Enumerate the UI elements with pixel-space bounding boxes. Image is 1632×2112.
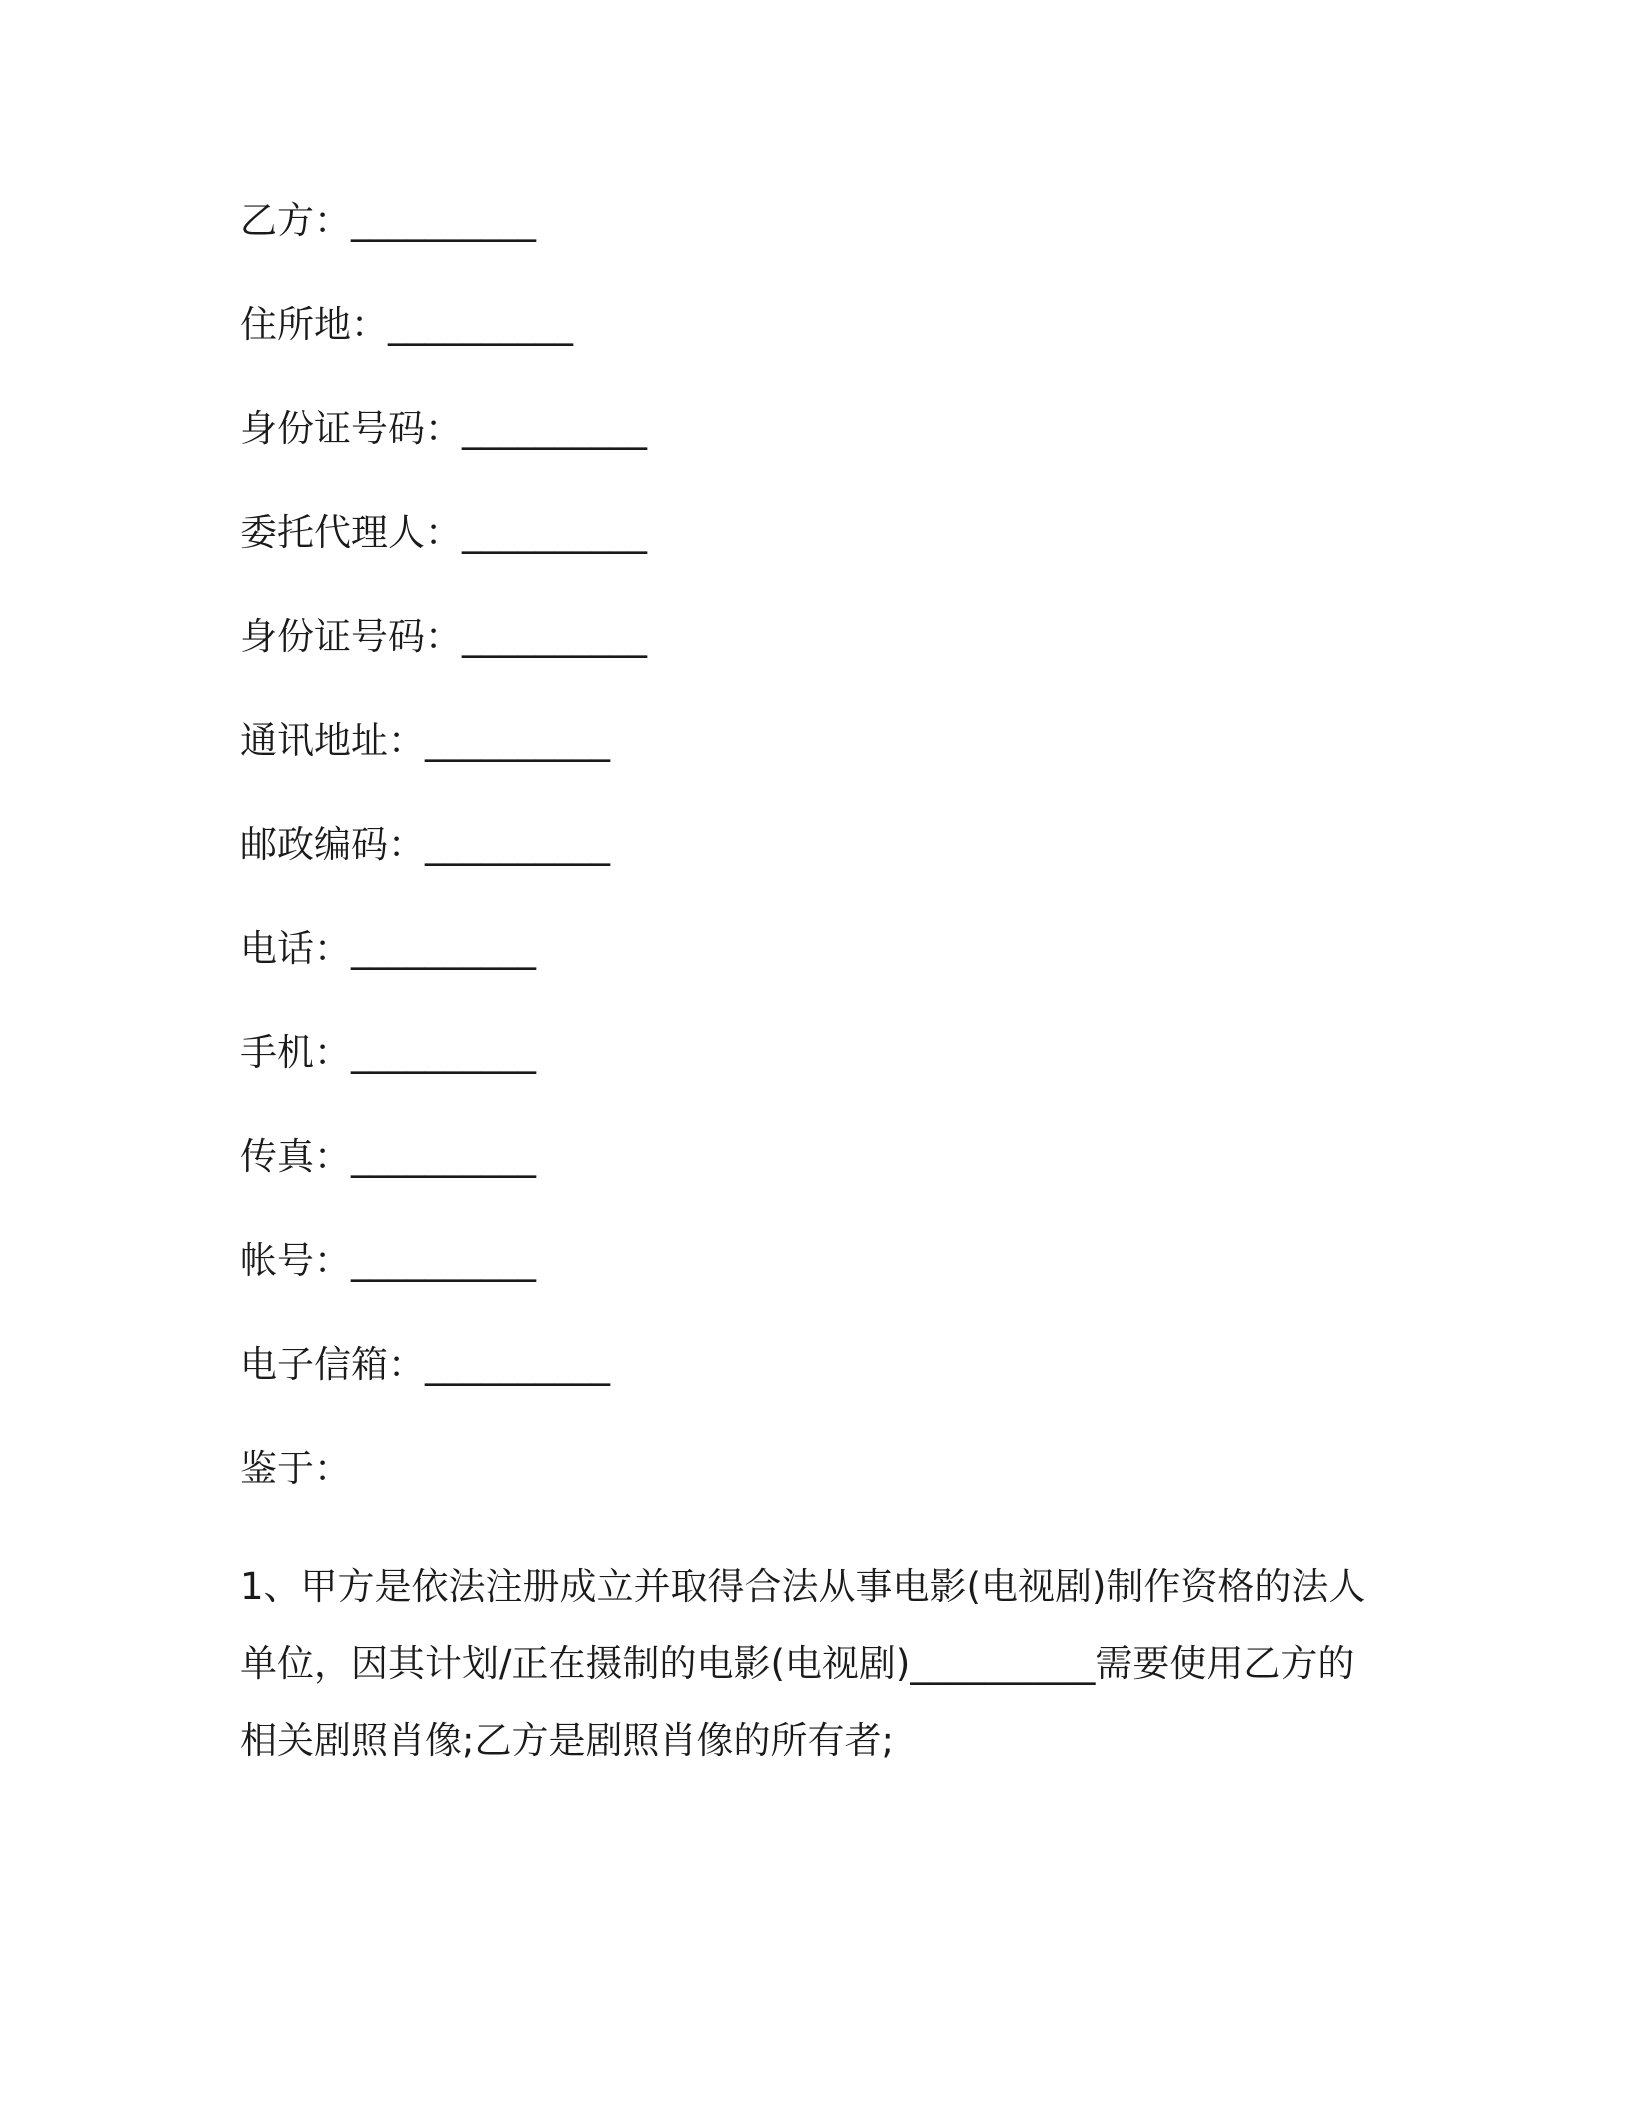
clause-1-line-2: 单位，因其计划/正在摄制的电影(电视剧)__________需要使用乙方的 [240,1642,1355,1685]
account-line: 帐号：__________ [240,1239,536,1282]
address-line: 住所地：__________ [240,303,573,346]
fax-line: 传真：__________ [240,1135,536,1178]
party-b-line: 乙方：__________ [240,199,536,242]
email-line: 电子信箱：__________ [240,1343,610,1386]
clause-1-paragraph [240,1548,1400,1779]
mobile-line: 手机：__________ [240,1031,536,1074]
postal-code-line: 邮政编码：__________ [240,823,610,866]
clause-1-line-3: 相关剧照肖像;乙方是剧照肖像的所有者; [240,1719,894,1762]
agent-line: 委托代理人：__________ [240,511,647,554]
phone-line: 电话：__________ [240,927,536,970]
whereas-line: 鉴于： [240,1447,351,1490]
agent-id-number-line: 身份证号码：__________ [240,615,647,658]
clause-1-line-1: 1、甲方是依法注册成立并取得合法从事电影(电视剧)制作资格的法人 [240,1565,1366,1608]
document-content [240,196,1400,1779]
mailing-address-line: 通讯地址：__________ [240,719,610,762]
id-number-line: 身份证号码：__________ [240,407,647,450]
